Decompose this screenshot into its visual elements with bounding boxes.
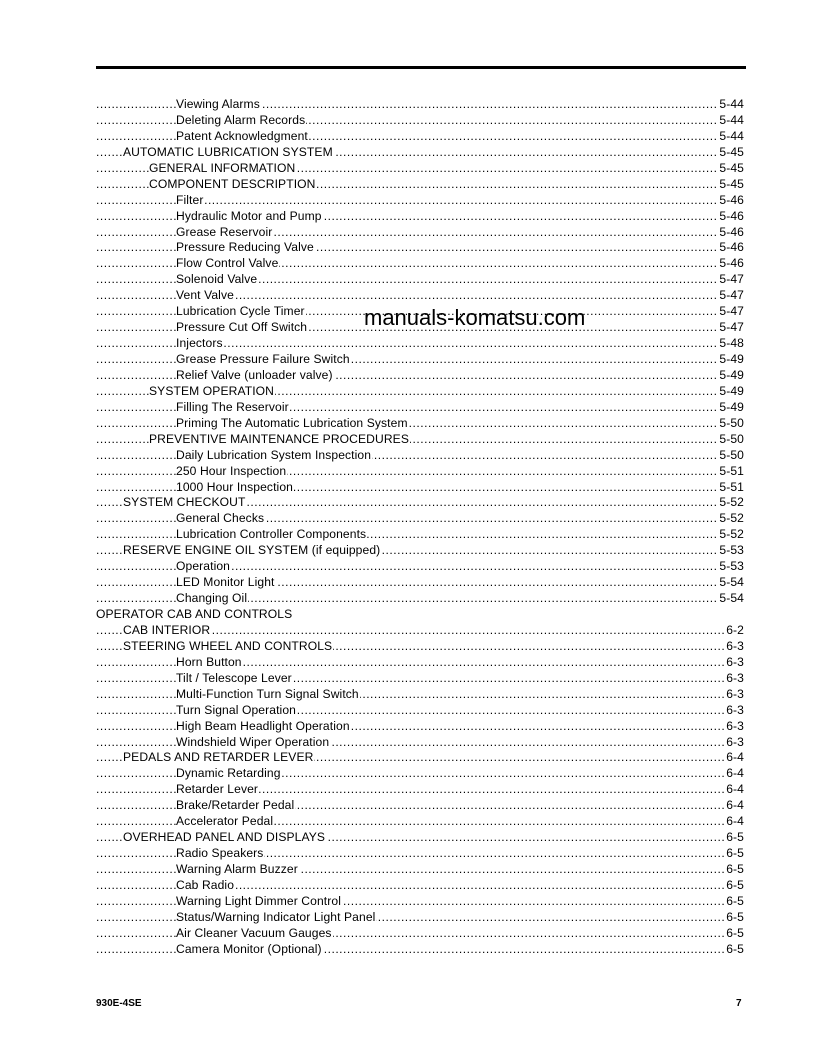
toc-entry-label: OVERHEAD PANEL AND DISPLAYS — [123, 830, 326, 845]
toc-entry[interactable] — [96, 416, 744, 432]
toc-entry-page: 5-46 — [719, 192, 744, 207]
toc-entry[interactable] — [96, 527, 744, 543]
toc-entry[interactable] — [96, 830, 744, 846]
toc-entry-page: 5-54 — [719, 591, 744, 606]
toc-entry-page: 5-50 — [719, 431, 744, 446]
toc-entry[interactable] — [96, 814, 744, 830]
toc-entry-label: Accelerator Pedal — [176, 814, 274, 829]
toc-entry[interactable] — [96, 368, 744, 384]
toc-entry[interactable] — [96, 942, 744, 958]
toc-entry[interactable] — [96, 926, 744, 942]
toc-entry-page: 5-46 — [719, 208, 744, 223]
toc-entry[interactable] — [96, 288, 744, 304]
toc-entry-page: 5-47 — [719, 320, 744, 335]
toc-entry[interactable] — [96, 448, 744, 464]
footer-model: 930E-4SE — [96, 998, 142, 1009]
toc-entry-label: Patent Acknowledgment — [176, 128, 308, 143]
toc-entry[interactable] — [96, 846, 744, 862]
toc-entry-label: Solenoid Valve — [176, 272, 258, 287]
toc-entry[interactable] — [96, 177, 744, 193]
toc-entry-page: 6-3 — [726, 670, 744, 685]
toc-entry-label: GENERAL INFORMATION — [149, 160, 296, 175]
toc-entry-label: Grease Pressure Failure Switch — [176, 352, 350, 366]
toc-entry-page: 5-47 — [719, 288, 744, 303]
toc-entry-label: Multi-Function Turn Signal Switch — [176, 686, 359, 701]
toc-entry-label: Lubrication Controller Components — [176, 527, 367, 542]
toc-entry[interactable] — [96, 766, 744, 782]
toc-entry-page: 5-51 — [719, 479, 744, 494]
toc-entry-label: OPERATOR CAB AND CONTROLS — [96, 607, 293, 621]
toc-entry[interactable] — [96, 161, 744, 177]
toc-entry-page: 6-3 — [726, 702, 744, 717]
watermark: manuals-komatsu.com — [364, 305, 586, 330]
toc-entry-label: Daily Lubrication System Inspection — [176, 447, 372, 462]
toc-entry-page: 5-45 — [719, 144, 744, 159]
toc-entry-label: Changing Oil — [176, 591, 248, 606]
toc-entry-label: SYSTEM CHECKOUT — [123, 495, 246, 510]
toc-entry[interactable] — [96, 798, 744, 814]
toc-entry[interactable] — [96, 352, 744, 368]
toc-entry-label: Warning Alarm Buzzer — [176, 862, 298, 876]
toc-entry-page: 5-44 — [719, 128, 744, 143]
toc-entry[interactable] — [96, 878, 744, 894]
toc-entry-label: Radio Speakers — [176, 846, 264, 861]
toc-entry-page: 6-4 — [726, 766, 744, 781]
toc-entry[interactable] — [96, 607, 744, 623]
toc-entry-label: 1000 Hour Inspection — [176, 479, 293, 494]
toc-entry-label: SYSTEM OPERATION — [149, 383, 275, 398]
toc-entry[interactable] — [96, 750, 744, 766]
toc-entry[interactable] — [96, 113, 744, 129]
toc-entry-label: AUTOMATIC LUBRICATION SYSTEM — [123, 144, 333, 159]
toc-entry-page: 6-5 — [726, 846, 744, 861]
toc-entry[interactable] — [96, 543, 744, 559]
toc-entry-label: Vent Valve — [176, 288, 234, 303]
toc-entry-label: RESERVE ENGINE OIL SYSTEM (if equipped) — [123, 543, 381, 558]
toc-entry-label: Warning Light Dimmer Control — [176, 893, 341, 908]
toc-entry-page: 6-4 — [726, 782, 744, 797]
toc-entry[interactable] — [96, 225, 744, 241]
toc-entry-page: 5-47 — [719, 272, 744, 287]
toc-entry-label: STEERING WHEEL AND CONTROLS — [123, 638, 333, 653]
toc-entry-page: 6-2 — [726, 622, 744, 637]
footer-page-number: 7 — [736, 998, 742, 1009]
toc-entry[interactable] — [96, 703, 744, 719]
toc-entry-page: 5-53 — [719, 559, 744, 574]
toc-entry-label: Status/Warning Indicator Light Panel — [176, 909, 376, 924]
toc-entry-page: 5-54 — [719, 575, 744, 590]
toc-entry-page: 6-3 — [726, 734, 744, 749]
toc-entry[interactable] — [96, 400, 744, 416]
toc-entry-label: Relief Valve (unloader valve) — [176, 367, 333, 382]
toc-entry-label: Cab Radio — [176, 877, 235, 892]
toc-entry-label: Pressure Reducing Valve — [176, 240, 314, 255]
toc-entry-label: Filling The Reservoir — [176, 399, 289, 414]
toc-entry-label: Brake/Retarder Pedal — [176, 798, 295, 813]
toc-entry-label: Pressure Cut Off Switch — [176, 320, 308, 335]
toc-entry[interactable] — [96, 209, 744, 225]
toc-entry[interactable] — [96, 129, 744, 145]
toc-entry-label: PREVENTIVE MAINTENANCE PROCEDURES — [149, 431, 409, 446]
toc-entry-label: Filter — [176, 192, 204, 207]
toc-entry-page: 5-45 — [719, 160, 744, 175]
toc-entry-label: Air Cleaner Vacuum Gauges — [176, 925, 332, 940]
toc-entry-label: CAB INTERIOR — [123, 622, 211, 637]
toc-entry-label: Priming The Automatic Lubrication System — [176, 415, 408, 430]
toc-entry-page: 6-3 — [726, 718, 744, 733]
toc-entry[interactable] — [96, 272, 744, 288]
toc-entry-label: Lubrication Cycle Timer — [176, 304, 305, 319]
toc-entry-page: 5-46 — [719, 256, 744, 271]
toc-entry[interactable] — [96, 511, 744, 527]
toc-entry-label: 250 Hour Inspection — [176, 463, 287, 478]
toc-entry-page: 5-50 — [719, 447, 744, 462]
toc-entry-label: COMPONENT DESCRIPTION — [149, 176, 316, 191]
toc-entry[interactable] — [96, 240, 744, 256]
toc-entry-label: Operation — [176, 559, 231, 574]
toc-entry[interactable] — [96, 575, 744, 591]
toc-entry[interactable] — [96, 655, 744, 671]
toc-entry-page: 6-5 — [726, 877, 744, 892]
toc-entry[interactable] — [96, 687, 744, 703]
toc-entry-label: Deleting Alarm Records — [176, 112, 306, 127]
toc-entry[interactable] — [96, 639, 744, 655]
toc-entry-page: 5-51 — [719, 463, 744, 478]
toc-entry[interactable] — [96, 336, 744, 352]
toc-entry[interactable] — [96, 480, 744, 496]
toc-entry-page: 5-47 — [719, 304, 744, 319]
toc-entry-label: PEDALS AND RETARDER LEVER — [123, 750, 314, 765]
toc-entry[interactable] — [96, 495, 744, 511]
toc-entry[interactable] — [96, 671, 744, 687]
toc-entry-label: Grease Reservoir — [176, 224, 273, 239]
toc-entry-page: 5-44 — [719, 97, 744, 111]
toc-entry[interactable] — [96, 591, 744, 607]
toc-entry-page: 6-5 — [726, 909, 744, 924]
toc-entry-label: Dynamic Retarding — [176, 766, 281, 781]
toc-entry[interactable] — [96, 193, 744, 209]
toc-entry-label: Camera Monitor (Optional) — [176, 941, 322, 956]
table-of-contents — [96, 97, 744, 958]
toc-entry-label: LED Monitor Light — [176, 575, 275, 590]
toc-entry-page: 6-5 — [726, 830, 744, 845]
toc-entry-label: Turn Signal Operation — [176, 702, 296, 717]
toc-entry[interactable] — [96, 256, 744, 272]
toc-entry[interactable] — [96, 384, 744, 400]
toc-entry-page: 6-5 — [726, 941, 744, 956]
toc-entry-page: 5-45 — [719, 176, 744, 191]
toc-entry-page: 5-49 — [719, 383, 744, 398]
toc-entry-page: 6-3 — [726, 638, 744, 653]
toc-entry[interactable] — [96, 862, 744, 878]
toc-entry[interactable] — [96, 910, 744, 926]
toc-entry-page: 6-3 — [726, 654, 744, 669]
toc-entry[interactable] — [96, 97, 744, 113]
toc-entry-label: Horn Button — [176, 654, 242, 669]
toc-entry-page: 6-5 — [726, 925, 744, 940]
toc-entry-label: Windshield Wiper Operation — [176, 734, 330, 749]
toc-entry[interactable] — [96, 719, 744, 735]
toc-entry-label: Viewing Alarms — [176, 97, 260, 111]
toc-entry-page: 5-52 — [719, 511, 744, 526]
toc-entry[interactable] — [96, 464, 744, 480]
toc-entry-page: 5-48 — [719, 336, 744, 351]
toc-entry[interactable] — [96, 894, 744, 910]
toc-entry-page: 6-4 — [726, 750, 744, 765]
toc-entry-page: 6-5 — [726, 893, 744, 908]
toc-entry[interactable] — [96, 735, 744, 751]
toc-entry[interactable] — [96, 432, 744, 448]
toc-entry-page: 5-44 — [719, 112, 744, 127]
toc-entry-page: 6-3 — [726, 686, 744, 701]
toc-entry-page: 5-46 — [719, 240, 744, 255]
toc-entry-label: Flow Control Valve — [176, 256, 279, 271]
toc-entry[interactable] — [96, 559, 744, 575]
toc-entry-label: Tilt / Telescope Lever — [176, 670, 292, 685]
toc-entry-page: 6-5 — [726, 862, 744, 876]
toc-entry-page: 5-46 — [719, 224, 744, 239]
toc-entry-page: 5-49 — [719, 399, 744, 414]
toc-entry-label: High Beam Headlight Operation — [176, 718, 350, 733]
toc-entry-page: 5-49 — [719, 367, 744, 382]
toc-entry[interactable] — [96, 623, 744, 639]
toc-entry[interactable] — [96, 145, 744, 161]
header-rule — [96, 66, 746, 69]
toc-entry-label: General Checks — [176, 511, 265, 526]
toc-entry-page: 5-49 — [719, 352, 744, 366]
toc-entry[interactable] — [96, 782, 744, 798]
toc-entry-page: 5-52 — [719, 495, 744, 510]
toc-entry-page: 5-50 — [719, 415, 744, 430]
toc-entry-label: Hydraulic Motor and Pump — [176, 208, 322, 223]
toc-entry-page: 5-53 — [719, 543, 744, 558]
toc-entry-label: Injectors — [176, 336, 223, 351]
toc-entry-label: Retarder Lever — [176, 782, 259, 797]
toc-entry-page: 6-4 — [726, 814, 744, 829]
toc-entry-page: 5-52 — [719, 527, 744, 542]
toc-entry-page: 6-4 — [726, 798, 744, 813]
